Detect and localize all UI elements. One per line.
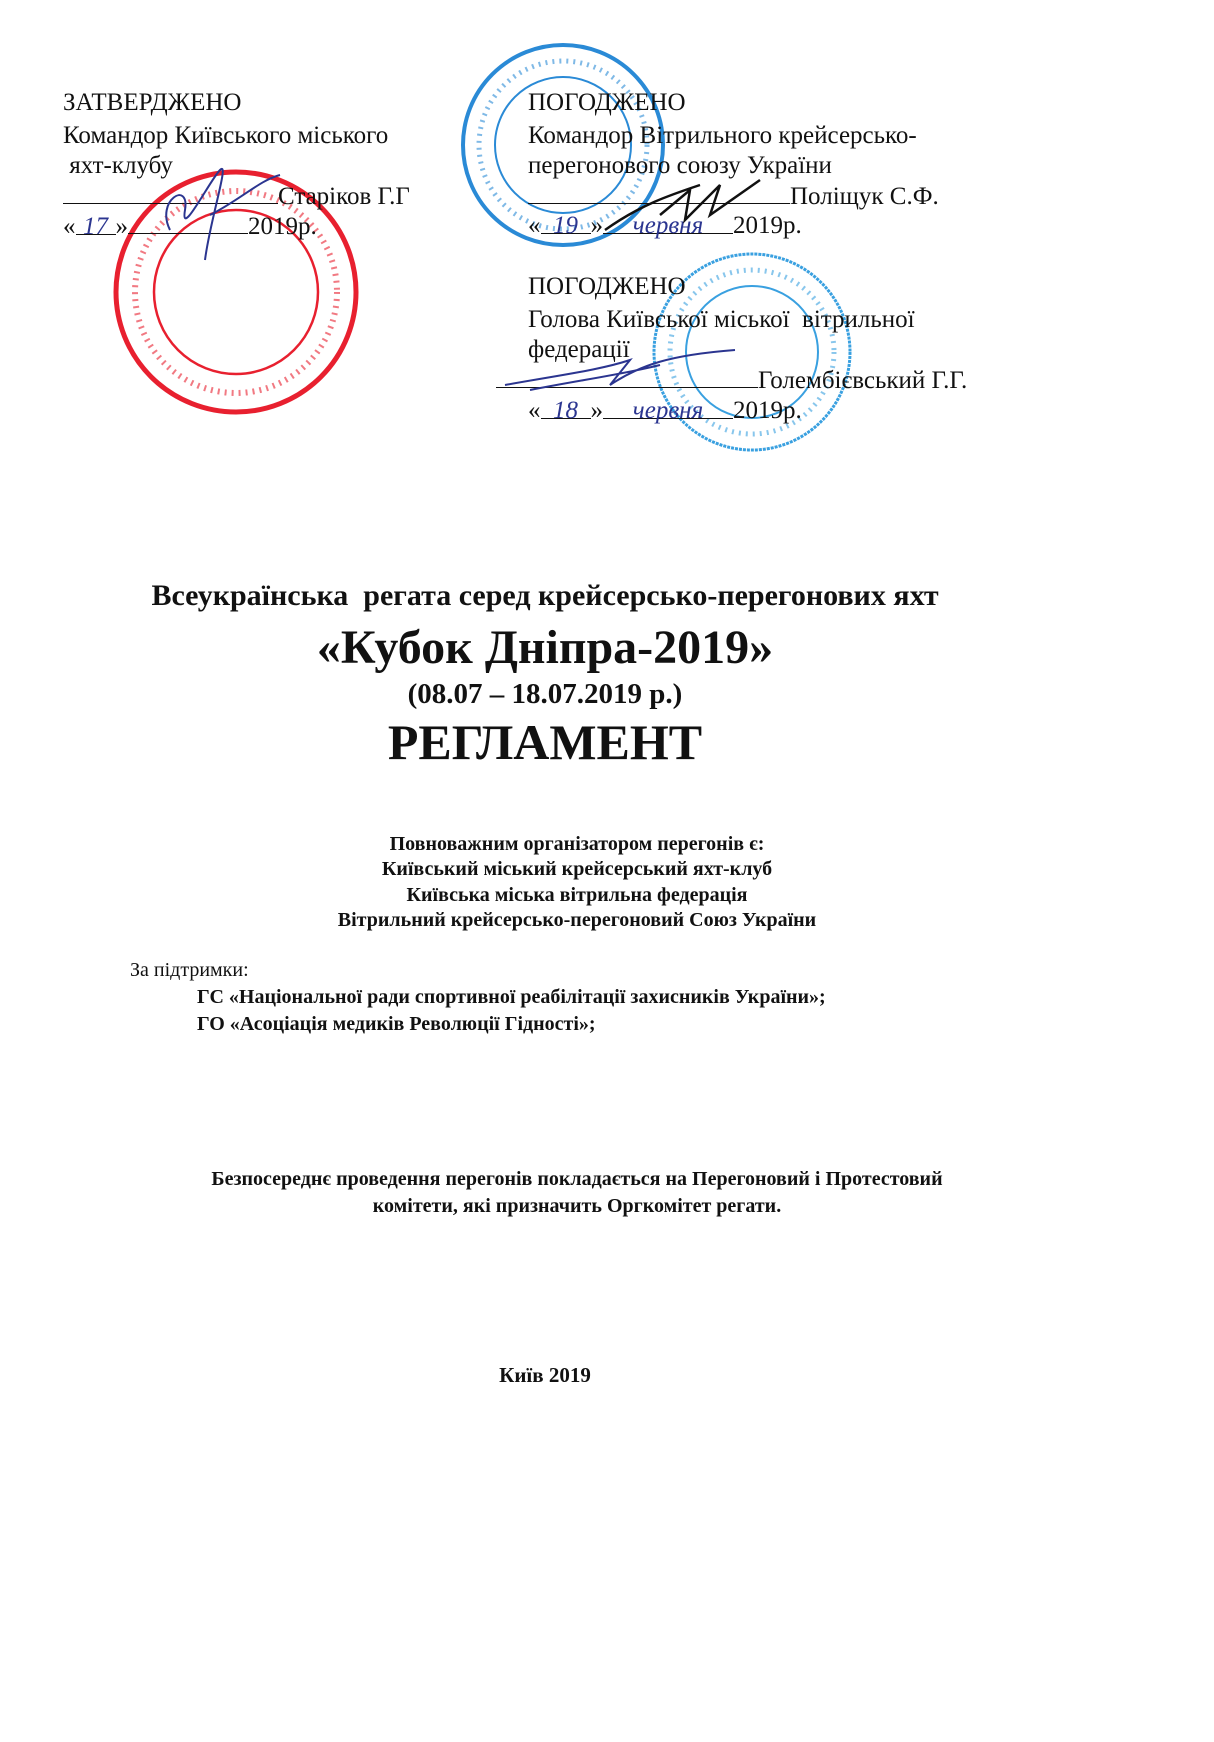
signatory-left: Старіков Г.Г: [278, 183, 410, 210]
date-year-left: 2019р.: [248, 213, 317, 240]
quote-close: »: [590, 212, 603, 239]
quote-open: «: [63, 213, 76, 240]
quote-open: «: [528, 397, 541, 424]
handwritten-day-left: 17: [76, 212, 116, 235]
handwritten-month-right-1: червня: [603, 211, 733, 234]
conduct-line-2: комітети, які призначить Оргкомітет регати.: [372, 1195, 782, 1217]
title-line-1: [0, 578, 1090, 614]
date-year-right-1: 2019р.: [733, 212, 802, 239]
quote-close: »: [590, 397, 603, 424]
event-dates: (08.07 – 18.07.2019 р.): [407, 678, 683, 710]
event-name: «Кубок Дніпра-2019»: [316, 621, 774, 674]
approval-position-right-2-2: федерації: [528, 336, 630, 363]
quote-close: »: [115, 213, 128, 240]
conduct-line-1: Безпосереднє проведення перегонів покладається на Перегоновий і Протестовий: [211, 1168, 943, 1190]
date-line-right-2: [528, 396, 802, 426]
approval-position-left-2: яхт-клубу: [63, 152, 173, 179]
signature-right-2: [500, 345, 740, 395]
quote-open: «: [528, 212, 541, 239]
signature-right-1: [600, 175, 770, 235]
organizer-item: Київський міський крейсерський яхт-клуб: [381, 858, 773, 880]
approval-heading-right-2: ПОГОДЖЕНО: [528, 273, 686, 300]
organizers-heading: Повноважним організатором перегонів є:: [389, 833, 765, 855]
approval-heading-left: ЗАТВЕРДЖЕНО: [63, 89, 242, 116]
approval-position-right-1-2: перегонового союзу України: [528, 152, 832, 179]
handwritten-day-right-1: 19: [541, 211, 591, 234]
organizer-item: Вітрильний крейсерсько-перегоновий Союз України: [337, 909, 817, 931]
signatory-right-2: Голембієвський Г.Г.: [758, 367, 968, 394]
place-year: Київ 2019: [499, 1363, 591, 1387]
support-item: ГО «Асоціація медиків Революції Гідності»;: [197, 1013, 596, 1035]
signatory-right-1: Поліщук С.Ф.: [790, 183, 939, 210]
approval-position-right-2-1: Голова Київської міської вітрильної: [528, 306, 915, 333]
support-item: ГС «Національної ради спортивної реабілітації захисників України»;: [197, 986, 826, 1008]
handwritten-month-right-2: червня: [603, 396, 733, 419]
organizer-item: Київська міська вітрильна федерація: [406, 884, 748, 906]
title-line-1-text: Всеукраїнська регата серед крейсерсько-перегонових яхт: [151, 579, 939, 612]
handwritten-day-right-2: 18: [541, 396, 591, 419]
approval-heading-right-1: ПОГОДЖЕНО: [528, 89, 686, 116]
date-year-right-2: 2019р.: [733, 397, 802, 424]
approval-position-left-1: Командор Київського міського: [63, 122, 389, 149]
support-heading: За підтримки:: [130, 959, 249, 981]
document-type: РЕГЛАМЕНТ: [387, 714, 703, 770]
signature-left: [150, 160, 300, 270]
approval-position-right-1-1: Командор Вітрильного крейсерсько-: [528, 122, 917, 149]
